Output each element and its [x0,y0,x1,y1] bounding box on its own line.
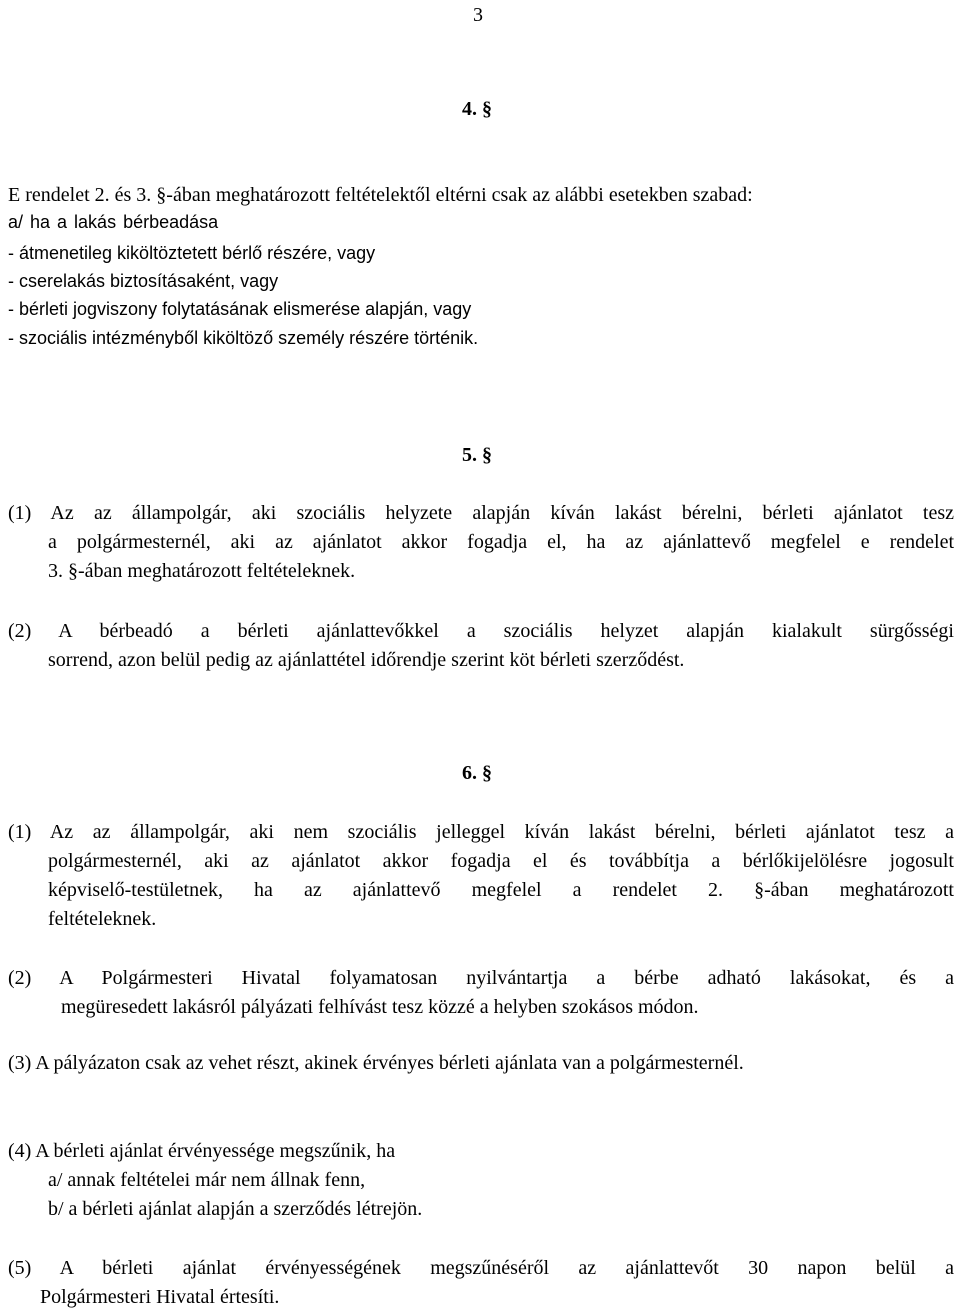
text-line: (1) Az az állampolgár, aki nem szociális jelleggel kíván lakást bérelni, bérleti ajánlatot tesz a [8,821,954,843]
section-6-paragraph-4 [8,1137,954,1224]
section-4-item-a: a/ ha a lakás bérbeadása [8,212,219,232]
text-line: (1) Az az állampolgár, aki szociális helyzete alapján kíván lakást bérelni, bérleti ajánlatot tesz [8,502,954,524]
text-line: b/ a bérleti ajánlat alapján a szerződés létrejön. [48,1198,423,1220]
text-line: sorrend, azon belül pedig az ajánlattétel időrendje szerint köt bérleti szerződést. [48,649,685,671]
text-line: (2) A bérbeadó a bérleti ajánlattevőkkel a szociális helyzet alapján kialakult sürgősségi [8,620,954,642]
section-5-paragraph-2 [8,617,954,675]
section-6-heading: 6. § [462,762,492,784]
text-line: a/ annak feltételei már nem állnak fenn, [48,1169,366,1191]
section-4-heading: 4. § [462,98,492,120]
text-line: Polgármesteri Hivatal értesíti. [40,1286,280,1308]
section-4-bullet-3: - bérleti jogviszony folytatásának elismerése alapján, vagy [8,299,472,319]
text-line: feltételeknek. [48,908,157,930]
section-6-paragraph-3: (3) A pályázaton csak az vehet részt, akinek érvényes bérleti ajánlata van a polgármesternél. [8,1052,744,1074]
text-line: a polgármesternél, aki az ajánlatot akkor fogadja el, ha az ajánlattevő megfelel e rendelet [48,531,954,553]
text-line: képviselő-testületnek, ha az ajánlattevő megfelel a rendelet 2. §-ában meghatározott [48,879,954,901]
section-4-bullet-1: - átmenetileg kiköltöztetett bérlő részére, vagy [8,243,376,263]
section-6-paragraph-5 [8,1254,954,1312]
section-4-bullet-2: - cserelakás biztosításaként, vagy [8,271,279,291]
text-line: (2) A Polgármesteri Hivatal folyamatosan nyilvántartja a bérbe adható lakásokat, és a [8,967,954,989]
section-4-intro: E rendelet 2. és 3. §-ában meghatározott feltételektől eltérni csak az alábbi esetekben szabad: [8,184,753,206]
text-line: megüresedett lakásról pályázati felhívást tesz közzé a helyben szokásos módon. [61,996,699,1018]
section-6-paragraph-2 [8,964,954,1022]
section-5-heading: 5. § [462,444,492,466]
text-line: (4) A bérleti ajánlat érvényessége megszűnik, ha [8,1140,396,1162]
section-5-paragraph-1 [8,499,954,586]
text-line: 3. §-ában meghatározott feltételeknek. [48,560,356,582]
section-6-paragraph-1 [8,818,954,934]
text-line: (5) A bérleti ajánlat érvényességének megszűnéséről az ajánlattevőt 30 napon belül a [8,1257,954,1279]
page-number: 3 [473,4,483,26]
section-4-bullet-4: - szociális intézményből kiköltöző személy részére történik. [8,328,479,348]
text-line: polgármesternél, aki az ajánlatot akkor fogadja el és továbbítja a bérlőkijelölésre jogosult [48,850,954,872]
